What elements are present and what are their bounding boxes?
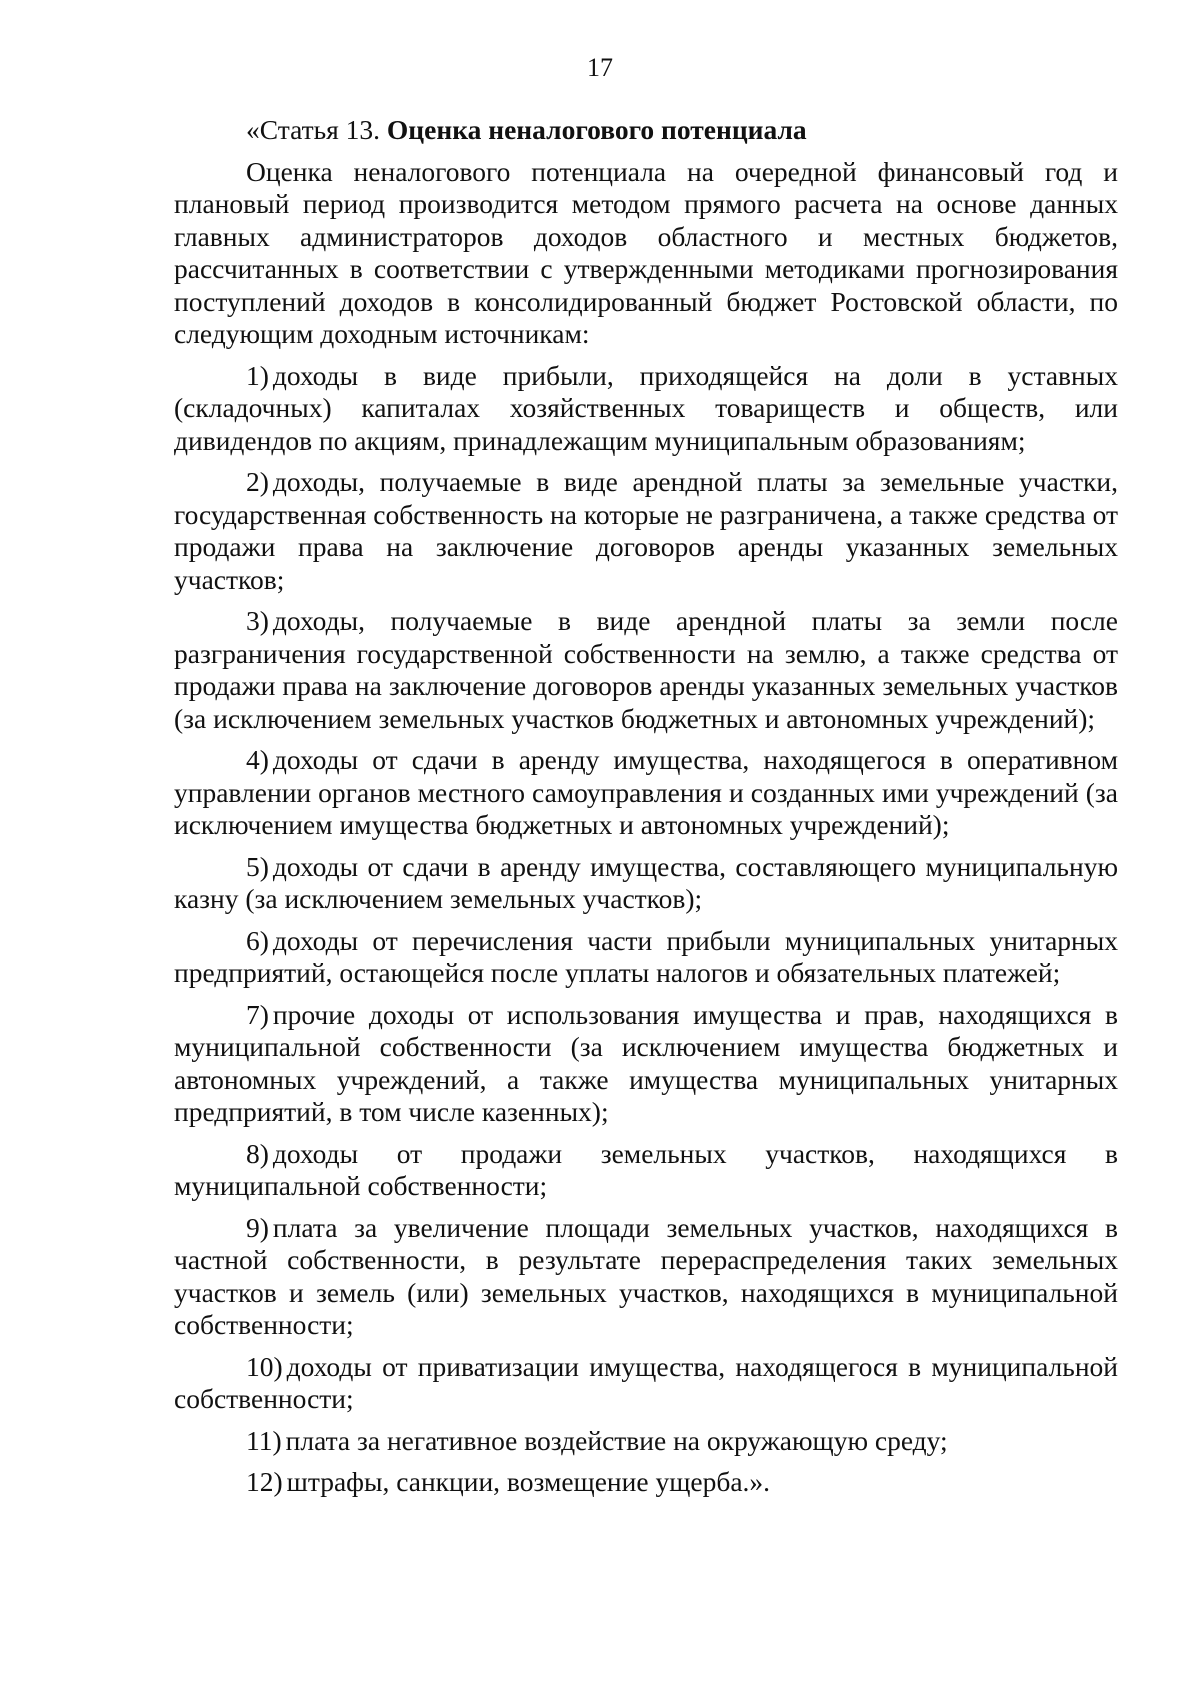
- list-item-text: штрафы, санкции, возмещение ущерба.».: [286, 1466, 771, 1497]
- article-title: Оценка неналогового потенциала: [386, 114, 807, 145]
- article-heading: [174, 114, 1118, 147]
- list-item-text: доходы от перечисления части прибыли муниципальных унитарных предприятий, остающейся после уплаты налогов и обязательных платежей;: [174, 924, 1118, 988]
- list-item: [174, 999, 1118, 1129]
- document-body: [174, 114, 1118, 1508]
- list-item-number: 8): [246, 1137, 269, 1169]
- list-item-number: 6): [246, 924, 269, 956]
- list-item-number: 2): [246, 466, 269, 497]
- list-item-text: доходы от сдачи в аренду имущества, составляющего муниципальную казну (за исключением земельных участков);: [174, 850, 1118, 914]
- list-item-text: плата за негативное воздействие на окружающую среду;: [285, 1424, 948, 1456]
- list-item: [174, 851, 1118, 916]
- list-item-number: 9): [246, 1211, 269, 1243]
- list-item-number: 5): [246, 850, 269, 882]
- list-item: [174, 605, 1118, 735]
- list-item-text: доходы, получаемые в виде арендной платы за земли после разграничения государственной собственности на землю, а также средства от продажи права на заключение договоров аренды указанных земельных участков (за исключением земельных участков бюджетных и автономных учреждений);: [174, 605, 1118, 734]
- list-item: [174, 466, 1118, 596]
- list-item-number: 4): [246, 744, 269, 775]
- list-item-text: прочие доходы от использования имущества и прав, находящихся в муниципальной собственности (за исключением имущества бюджетных и автономных учреждений, а также имущества муниципальных унитарных предприятий, в том числе казенных);: [174, 998, 1118, 1127]
- list-item: [174, 1138, 1118, 1203]
- list-item-text: доходы, получаемые в виде арендной платы за земельные участки, государственная собственность на которые не разграничена, а также средства от продажи права на заключение договоров аренды указанных земельных участков;: [174, 466, 1118, 595]
- list-item: [174, 1351, 1118, 1416]
- list-item-number: 12): [246, 1466, 283, 1497]
- list-item-number: 10): [246, 1350, 283, 1382]
- intro-paragraph: Оценка неналогового потенциала на очередной финансовый год и плановый период производится методом прямого расчета на основе данных главных администраторов доходов областного и местных бюджетов, рассчитанных в соответствии с утвержденными методиками прогнозирования поступлений доходов в консолидированный бюджет Ростовской области, по следующим доходным источникам:: [174, 155, 1118, 349]
- list-item-text: плата за увеличение площади земельных участков, находящихся в частной собственности, в результате перераспределения таких земельных участков и земель (или) земельных участков, находящихся в муниципальной собственности;: [174, 1211, 1118, 1340]
- list-item: [174, 744, 1118, 842]
- list-item-number: 3): [246, 605, 269, 636]
- list-item: [174, 1425, 1118, 1458]
- list-item: [174, 925, 1118, 990]
- list-item-text: доходы от приватизации имущества, находящегося в муниципальной собственности;: [174, 1350, 1118, 1414]
- list-item: [174, 360, 1118, 458]
- list-item-number: 11): [246, 1424, 282, 1456]
- list-item-text: доходы от сдачи в аренду имущества, находящегося в оперативном управлении органов местного самоуправления и созданных ими учреждений (за исключением имущества бюджетных и автономных учреждений);: [174, 744, 1118, 840]
- list-item: [174, 1212, 1118, 1342]
- list-item: [174, 1466, 1118, 1499]
- list-item-text: доходы от продажи земельных участков, находящихся в муниципальной собственности;: [174, 1137, 1118, 1201]
- list-item-number: 1): [246, 359, 269, 391]
- list-item-text: доходы в виде прибыли, приходящейся на доли в уставных (складочных) капиталах хозяйственных товариществ и обществ, или дивидендов по акциям, принадлежащим муниципальным образованиям;: [174, 359, 1118, 456]
- article-prefix: «Статья 13.: [246, 114, 387, 145]
- list-item-number: 7): [246, 998, 269, 1030]
- page-number: 17: [587, 53, 613, 82]
